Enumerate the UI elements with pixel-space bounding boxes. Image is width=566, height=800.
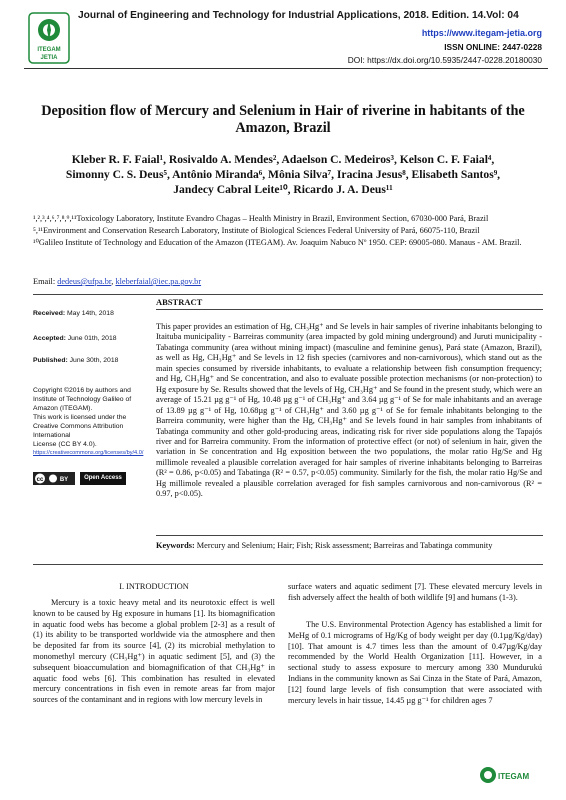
abstract-heading: ABSTRACT	[156, 297, 203, 307]
copyright-block: Copyright ©2016 by authors and Institute of Technology Galileo of Amazon (ITEGAM). This work is licensed under the Creative Commons Attribution International License (CC BY 4.0). https://creativecommons.org/licenses/by/4.0/	[33, 342, 151, 458]
svg-text:BY: BY	[59, 477, 69, 483]
license-link[interactable]: https://creativecommons.org/licenses/by/4.0/	[33, 450, 144, 456]
journal-logo	[28, 12, 70, 64]
email-link[interactable]: kleberfaial@iec.pa.gov.br	[115, 277, 202, 286]
journal-name: Journal of Engineering and Technology for Industrial Applications, 2018. Edition. 14.Vol: 04	[78, 10, 519, 21]
author-line: Jandecy Cabral Leite¹⁰, Ricardo J. A. Deus¹¹	[173, 183, 393, 196]
abstract-rule	[156, 309, 543, 310]
keywords-label: Keywords:	[156, 541, 195, 550]
issn: ISSN ONLINE: 2447-0228	[444, 42, 542, 52]
cc-license-badge[interactable]	[33, 472, 75, 485]
footer-logo	[478, 762, 530, 788]
email-line: Email: dedeus@ufpa.br, kleberfaial@iec.pa.gov.br	[33, 277, 202, 286]
svg-text:JETIA: JETIA	[40, 55, 58, 61]
affiliation: ⁵,¹¹Environment and Conservation Research Laboratory, Institute of Biological Sciences Federal University of Pará, 66075-110, Brazil	[33, 226, 480, 235]
affiliation: ¹,²,³,⁴,⁶,⁷,⁸,⁹,¹¹Toxicology Laboratory, Institute Evandro Chagas – Health Ministry in Brazil, Environment Section, 67030-000 Pará, Brazil	[33, 214, 489, 223]
abstract-text: This paper provides an estimation of Hg, CH₃Hg⁺ and Se levels in hair samples of riverine inhabitants belonging to Itaituba municipality - Barreiras community (area impacted by gold mining underground) and Juruti municipality - Tabatinga community (area without mining impact) (masculine and feminine genus), Pará state (Amazon, Brazil), as well as Hg, CH₃Hg⁺ and Se levels in 12 fish species (carnivores and non-carnivorous), which stand out as the main species consumed by riverside inhabitants, to evaluate a relationship between fish consumption frequency; and Hg, CH₃Hg⁺ and Se concentration, and also to evaluate possible protection mechanisms (or non-protection) to Hg exposure by Se. Results showed that the levels of Hg, CH₃Hg⁺ and Se found in the present study, which were an average of 15.21 µg g⁻¹ of Hg, 10.48 µg g⁻¹ of CH₃Hg⁺ and 3.64 µg g⁻¹ of Se for male inhabitants and an average of 13.89 µg g⁻¹ of Hg, 10.68µg g⁻¹ of CH₃Hg⁺ and 3.60 µg g⁻¹ of Se for female inhabitants belonging to the Barreira community, were higher than the Hg, CH₃Hg⁺ and Se levels found in hair samples from inhabitants of Tabatinga community and other gold-producing areas, indicating risk for river side populations along the Tapajós river and for Barreira community. From the information of protective effect (or not) of selenium in hair, given the variation in Se concentration and Hg exposition between the two populations, the molar ratio Hg/Se and Hg millimole revealed a plausible correlation averaged for hair samples of riverine inhabitants belonging to Barreiras (R² = 0.86, p<0.05) and Tabatinga (R² = 0.57, p<0.05) community. Similarly for the fish, the molar ratio Hg/Se and Hg millimole revealed a plausible correlation averaged for fish samples carnivorous and non-carnivorous (R² = 0.97, p<0.05).	[156, 322, 543, 499]
author-list	[30, 152, 536, 197]
svg-text:ITEGAM: ITEGAM	[37, 47, 61, 53]
abstract-end-rule	[156, 535, 543, 536]
doi[interactable]: DOI: https://dx.doi.org/10.5935/2447-0228.20180030	[347, 55, 542, 65]
intro-left-column: Mercury is a toxic heavy metal and its neurotoxic effect is well known to be caused by Hg exposure in humans [1]. Its biomagnification in aquatic food webs has become a global problem [2-3] as a result of (1) its ability to be transported worldwide via the atmosphere and then be deposited far from its source [4], (2) its microbial methylation to monomethyl mercury (CH₃Hg⁺) in aquatic sediment [5], and (3) the subsequent bioaccumulation and biomagnification of that CH₃Hg⁺ in aquatic food webs [6]. This combination has resulted in elevated mercury concentrations in fish even in remote areas far from major sources of the contaminant and in regions with low mercury levels in	[33, 598, 275, 705]
received-date: Received: May 14th, 2018	[33, 310, 114, 317]
author-line: Simonny C. S. Deus⁵, Antônio Miranda⁶, Mônia Silva⁷, Iracina Jesus⁸, Elisabeth Santos⁹,	[65, 168, 501, 181]
header-rule	[24, 68, 548, 69]
published-date: Published: June 30th, 2018	[33, 357, 119, 364]
open-access-badge[interactable]: Open Access	[80, 472, 126, 485]
section-rule	[33, 294, 543, 295]
author-line: Kleber R. F. Faial¹, Rosivaldo A. Mendes², Adaelson C. Medeiros³, Kelson C. F. Faial⁴,	[71, 153, 495, 166]
paper-title: Deposition flow of Mercury and Selenium in Hair of riverine in habitants of the Amazon, Brazil	[41, 103, 525, 136]
keywords-text: Mercury and Selenium; Hair; Fish; Risk assessment; Barreiras and Tabatinga community	[196, 541, 493, 550]
keywords-rule	[33, 564, 543, 565]
affiliation: ¹⁰Galileo Institute of Technology and Education of the Amazon (ITEGAM). Av. Joaquim Nabuco Nº 1950. CEP: 69005-080. Manaus - AM. Brazil.	[33, 238, 522, 247]
section-heading: I. INTRODUCTION	[119, 582, 189, 591]
keywords	[156, 541, 542, 551]
email-link[interactable]: dedeus@ufpa.br	[57, 277, 112, 286]
intro-right-para-1: surface waters and aquatic sediment [7]. These elevated mercury levels in fish adversely affect the health of both wildlife [9] and humans (1-3).	[288, 582, 542, 602]
intro-right-para-2: The U.S. Environmental Protection Agency has established a limit for MeHg of 0.1 micrograms of Hg/Kg of body weight per day (0.1µg/Kg/day) [10]. That amount is 4.7 times less than the amount of 0.47µg/Kg/day recommended by the World Health Organization [11]. However, in a sectional study to assess exposure to mercury among 330 Mundurukú Indians in the community known as Sai Cinza in the State of Pará, Amazon, [12] found large levels of fish consumption that were associated with mercury levels in hair tissue, 14.45 µg g⁻¹ for children ages 7	[288, 620, 542, 705]
svg-text:cc: cc	[36, 477, 44, 483]
email-label: Email:	[33, 277, 56, 286]
footer-logo-text: ITEGAM	[498, 772, 530, 781]
accepted-date: Accepted: June 01th, 2018	[33, 335, 117, 342]
journal-url[interactable]: https://www.itegam-jetia.org	[421, 28, 542, 38]
